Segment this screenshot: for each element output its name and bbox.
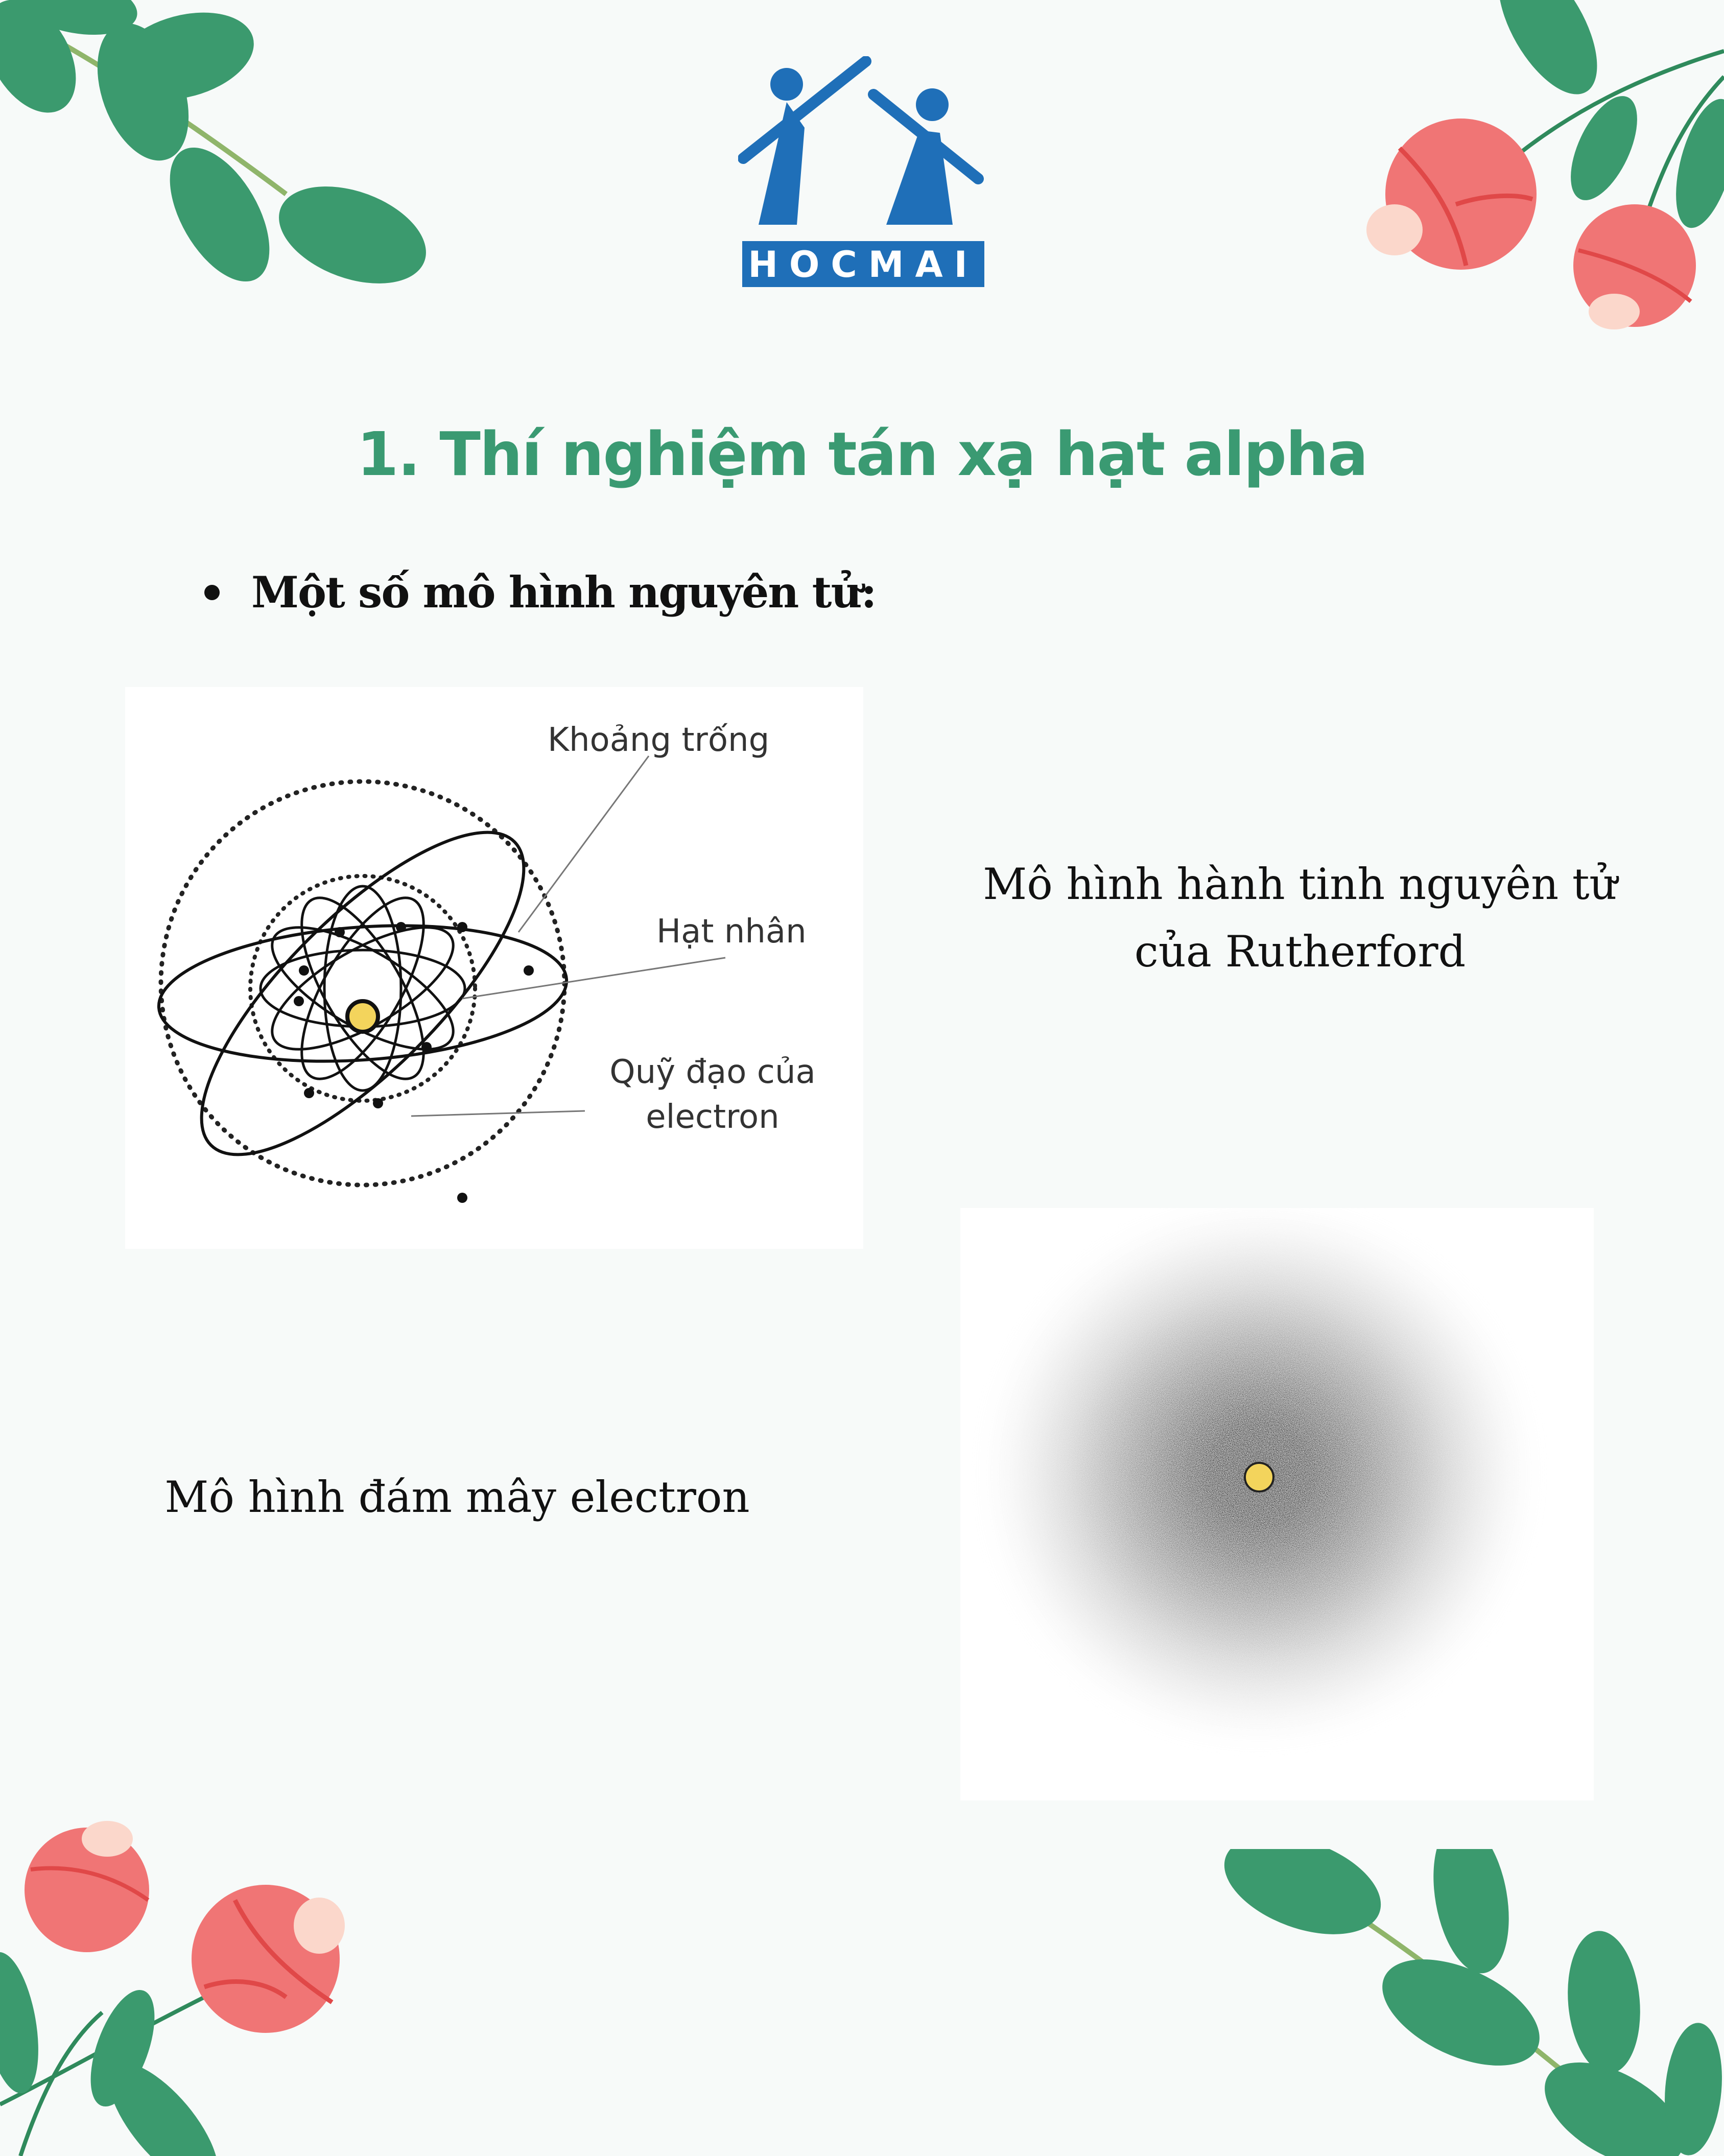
logo-text: HOCMAI [748, 244, 979, 286]
label-orbit-line1: Quỹ đạo của [609, 1053, 816, 1091]
flower-icon [25, 1821, 149, 1952]
label-nucleus: Hạt nhân [656, 913, 807, 951]
flower-branch-bottom-left [0, 1808, 358, 2156]
cloud-caption: Mô hình đám mây electron [164, 1472, 750, 1522]
leaf-icon [1216, 1849, 1394, 1954]
bullet-text: Một số mô hình nguyên tử: [251, 567, 876, 618]
two-people-house-icon [743, 61, 978, 225]
flower-branch-top-right [1354, 0, 1724, 358]
bullet-dot-icon [204, 585, 220, 600]
rutherford-caption-line1: Mô hình hành tinh nguyên tử [983, 859, 1617, 909]
rutherford-diagram [125, 687, 863, 1249]
rutherford-caption-line2: của Rutherford [1134, 927, 1466, 977]
page-title: 1. Thí nghiệm tán xạ hạt alpha [357, 419, 1367, 489]
label-empty-space: Khoảng trống [548, 721, 770, 759]
leaf-branch-bottom-right [1216, 1849, 1724, 2156]
nucleus-icon [347, 1001, 378, 1032]
bullet-item [204, 567, 876, 618]
leaf-branch-top-left [0, 0, 460, 317]
rutherford-caption [945, 850, 1655, 985]
nucleus-icon [1245, 1463, 1273, 1491]
label-orbit-line2: electron [646, 1098, 780, 1136]
flower-icon [1366, 119, 1537, 270]
hocmai-logo [738, 56, 988, 291]
electron-cloud-image [960, 1208, 1594, 1800]
